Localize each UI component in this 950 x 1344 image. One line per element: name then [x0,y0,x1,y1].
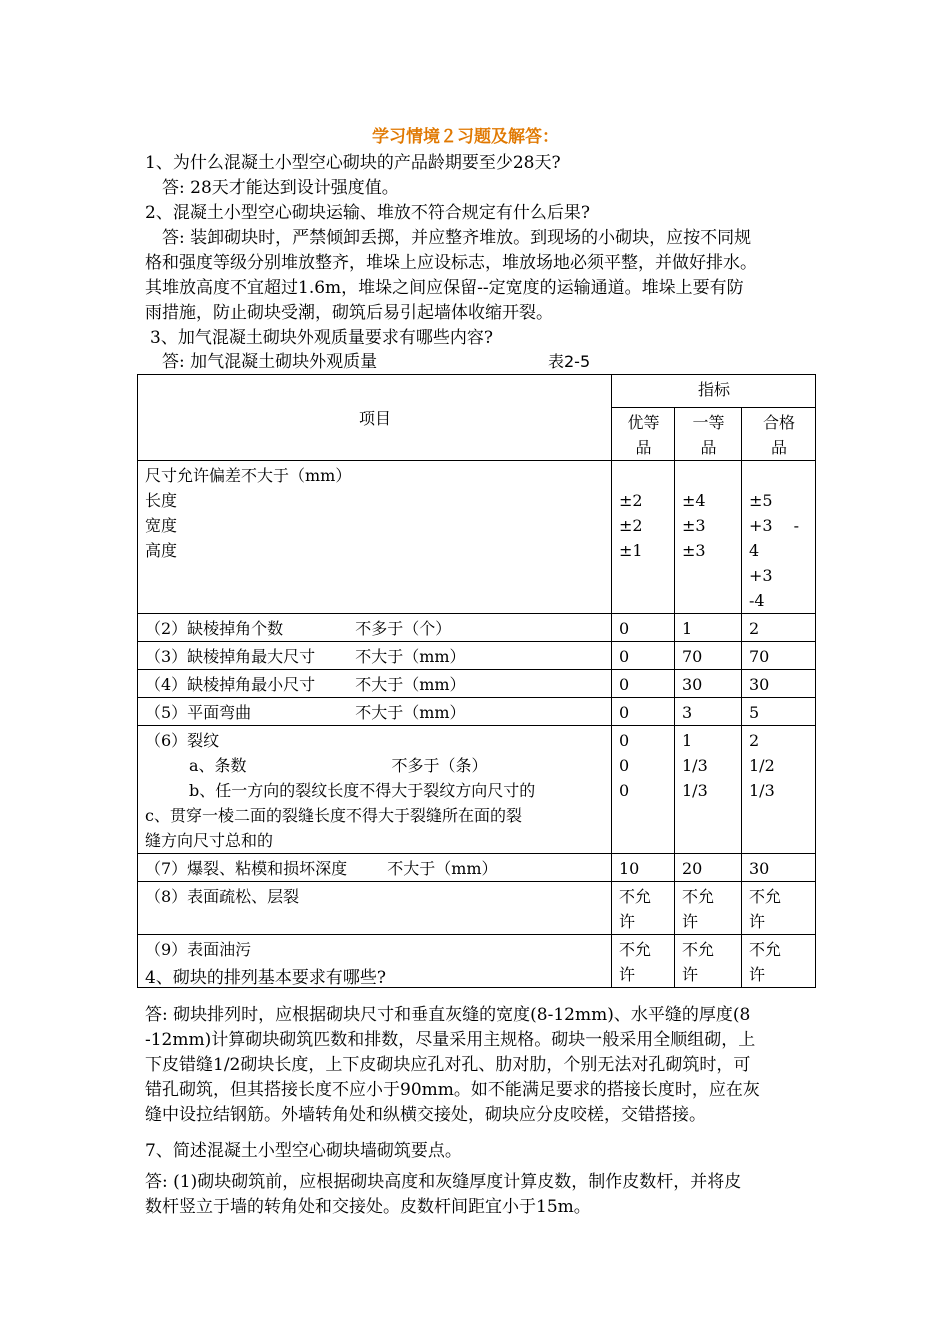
answer-2-line: 其堆放高度不宜超过1.6m，堆垛之间应保留--定宽度的运输通道。堆垛上要有防 [145,278,744,298]
table-row: （8）表面疏松、层裂 不允 许 不允 许 不允 许 [138,882,816,935]
answer-7-line: 数杆竖立于墙的转角处和交接处。皮数杆间距宜小于15m。 [145,1197,591,1217]
answer-2-line: 雨措施，防止砌块受潮，砌筑后易引起墙体收缩开裂。 [145,303,553,323]
table-row: （2）缺棱掉角个数 不多于（个） 0 1 2 [138,614,816,642]
table-number: 表2-5 [548,352,591,371]
header-index: 指标 [612,375,816,408]
answer-2-line: 格和强度等级分别堆放整齐，堆垛上应设标志，堆放场地必须平整，并做好排水。 [145,253,757,273]
answer-7-line: 答: (1)砌块砌筑前，应根据砌块高度和灰缝厚度计算皮数，制作皮数杆，并将皮 [145,1172,742,1192]
answer-2-line: 答: 装卸砌块时，严禁倾卸丢掷，并应整齐堆放。到现场的小砌块，应按不同规 [162,228,752,248]
question-3: 3、加气混凝土砌块外观质量要求有哪些内容? [150,328,493,348]
question-4: 4、砌块的排列基本要求有哪些? [145,968,386,988]
grade-first: 一等 品 [675,408,742,461]
answer-4-line: 下皮错缝1/2砌块长度，上下皮砌块应孔对孔、肋对肋，个别无法对孔砌筑时，可 [145,1055,751,1075]
table-row: （9）表面油污 不允 许 不允 许 不允 许 [138,935,816,988]
dimension-superior: ±2 ±2 ±1 [612,461,675,614]
page-title: 学习情境２习题及解答： [372,127,559,147]
answer-3-intro: 答: 加气混凝土砌块外观质量 [162,352,378,372]
answer-4-line: 错孔砌筑，但其搭接长度不应小于90mm。如不能满足要求的搭接长度时，应在灰 [145,1080,760,1100]
answer-1: 答: 28天才能达到设计强度值。 [162,178,399,198]
dimension-first: ±4 ±3 ±3 [675,461,742,614]
question-2: 2、混凝土小型空心砌块运输、堆放不符合规定有什么后果? [145,203,590,223]
answer-4-line: -12mm)计算砌块砌筑匹数和排数，尽量采用主规格。砌块一般采用全顺组砌，上 [145,1030,756,1050]
question-7: 7、简述混凝土小型空心砌块墙砌筑要点。 [145,1141,462,1161]
table-row: （3）缺棱掉角最大尺寸 不大于（mm） 0 70 70 [138,642,816,670]
grade-superior: 优等 品 [612,408,675,461]
crack-labels: （6）裂纹 a、条数 不多于（条） b、任一方向的裂纹长度不得大于裂纹方向尺寸的 c、贯穿一棱二面的裂缝长度不得大于裂缝所在面的裂 缝方向尺寸总和的 [138,726,612,854]
table-row: （6）裂纹 a、条数 不多于（条） b、任一方向的裂纹长度不得大于裂纹方向尺寸的 c、贯穿一棱二面的裂缝长度不得大于裂缝所在面的裂 缝方向尺寸总和的 0 0 0 1 1/3 1/3 2 1/2 1/3 [138,726,816,854]
answer-4-line: 答: 砌块排列时，应根据砌块尺寸和垂直灰缝的宽度(8-12mm)、水平缝的厚度(8 [145,1005,751,1025]
quality-table [137,374,816,988]
dimension-qualified: ±5 +3 - 4 +3 -4 [742,461,816,614]
table-row: （4）缺棱掉角最小尺寸 不大于（mm） 0 30 30 [138,670,816,698]
table-row: （5）平面弯曲 不大于（mm） 0 3 5 [138,698,816,726]
table-row [138,461,816,614]
dimension-deviation-labels: 尺寸允许偏差不大于（mm） 长度 宽度 高度 [138,461,612,614]
answer-4-line: 缝中设拉结钢筋。外墙转角处和纵横交接处，砌块应分皮咬槎，交错搭接。 [145,1105,706,1125]
grade-qualified: 合格 品 [742,408,816,461]
table-row: （7）爆裂、粘模和损坏深度 不大于（mm） 10 20 30 [138,854,816,882]
question-1: 1、为什么混凝土小型空心砌块的产品龄期要至少28天? [145,153,561,173]
header-item: 项目 [138,375,612,461]
